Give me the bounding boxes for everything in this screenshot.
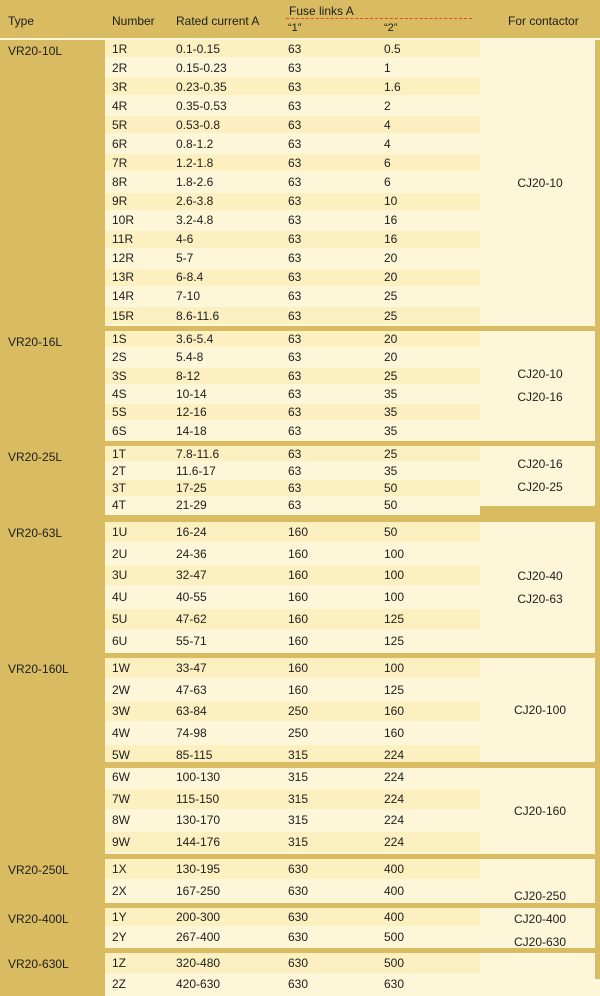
table-cell: 6S xyxy=(112,423,127,438)
table-cell: 1W xyxy=(112,660,130,675)
table-cell: 50 xyxy=(384,498,398,513)
table-cell: 160 xyxy=(288,612,309,627)
table-cell: 100 xyxy=(384,660,405,675)
table-cell: 6-8.4 xyxy=(176,270,204,285)
table-row xyxy=(105,307,480,324)
table-cell: 500 xyxy=(384,955,405,970)
table-cell: 130-170 xyxy=(176,813,221,828)
right-edge-bar xyxy=(595,658,600,762)
right-edge-bar xyxy=(595,446,600,515)
table-row xyxy=(105,212,480,229)
table-cell: 20 xyxy=(384,270,398,285)
table-cell: 2Y xyxy=(112,930,127,944)
table-row xyxy=(105,658,480,678)
table-cell: 55-71 xyxy=(176,633,207,648)
group-type-label: VR20-630L xyxy=(8,957,69,971)
table-cell: 6 xyxy=(384,175,391,190)
group-type-label: VR20-400L xyxy=(8,912,69,926)
table-cell: 160 xyxy=(288,546,309,561)
table-cell: 63 xyxy=(288,136,302,151)
contactor-cell xyxy=(480,800,600,823)
table-cell: 500 xyxy=(384,930,405,944)
table-cell: 6U xyxy=(112,633,128,648)
table-cell: 0.5 xyxy=(384,41,401,56)
table-cell: 2T xyxy=(112,463,127,478)
table-cell: 4 xyxy=(384,117,391,132)
row-separator xyxy=(0,441,600,446)
table-cell: 5W xyxy=(112,748,130,763)
table-cell: 8.6-11.6 xyxy=(176,308,220,323)
table-cell: 4T xyxy=(112,498,127,513)
table-cell: 100 xyxy=(384,568,405,583)
table-cell: 100 xyxy=(384,546,405,561)
table-cell: 63 xyxy=(288,463,302,478)
table-cell: 1S xyxy=(112,332,127,347)
right-edge-bar xyxy=(595,522,600,653)
table-cell: 5R xyxy=(112,117,128,132)
contactor-label: CJ20-400 xyxy=(513,911,567,926)
header-contactor: For contactor xyxy=(508,14,579,28)
group-type-label: VR20-250L xyxy=(8,863,69,877)
table-cell: 0.35-0.53 xyxy=(176,98,227,113)
table-cell: 630 xyxy=(288,910,309,924)
table-cell: 63 xyxy=(288,232,302,247)
contactor-cell xyxy=(480,565,600,611)
table-row xyxy=(105,349,480,365)
table-cell: 3U xyxy=(112,568,128,583)
table-cell: 12R xyxy=(112,251,135,266)
table-cell: 167-250 xyxy=(176,884,221,898)
table-cell: 160 xyxy=(288,524,309,539)
table-row xyxy=(105,250,480,267)
table-cell: 47-62 xyxy=(176,612,207,627)
table-cell: 400 xyxy=(384,862,405,876)
row-separator xyxy=(105,762,600,768)
table-row xyxy=(105,446,480,461)
table-cell: 63 xyxy=(288,350,302,365)
header-fuse-links: Fuse links A xyxy=(289,4,354,18)
table-cell: 25 xyxy=(384,289,398,304)
table-cell: 130-195 xyxy=(176,862,221,876)
row-separator xyxy=(0,326,600,331)
table-cell: 63 xyxy=(288,498,302,513)
table-cell: 63 xyxy=(288,98,302,113)
table-cell: 8R xyxy=(112,175,128,190)
type-column-cell xyxy=(0,40,105,326)
table-cell: 4 xyxy=(384,136,391,151)
table-cell: 6R xyxy=(112,136,128,151)
header-fuse-2: “2” xyxy=(384,22,398,34)
table-cell: 4-6 xyxy=(176,232,194,247)
table-cell: 63 xyxy=(288,251,302,266)
table-cell: 35 xyxy=(384,423,398,438)
table-cell: 11.6-17 xyxy=(176,463,216,478)
table-cell: 5.4-8 xyxy=(176,350,204,365)
table-row xyxy=(105,480,480,495)
table-row xyxy=(105,609,480,629)
table-cell: 160 xyxy=(384,704,405,719)
table-cell: 400 xyxy=(384,884,405,898)
table-cell: 63 xyxy=(288,480,302,495)
table-cell: 315 xyxy=(288,813,309,828)
table-cell: 7.8-11.6 xyxy=(176,446,220,461)
table-cell: 35 xyxy=(384,387,398,402)
table-cell: 63 xyxy=(288,155,302,170)
table-cell: 25 xyxy=(384,446,398,461)
contactor-label: CJ20-16 xyxy=(517,390,563,404)
table-cell: 160 xyxy=(288,660,309,675)
table-cell: 63 xyxy=(288,175,302,190)
contactor-label: CJ20-250 xyxy=(513,888,567,903)
group-type-label: VR20-25L xyxy=(8,450,63,464)
table-cell: 250 xyxy=(288,726,309,741)
table-row xyxy=(105,386,480,402)
table-cell: 0.53-0.8 xyxy=(176,117,221,132)
table-row xyxy=(105,463,480,478)
table-cell: 4W xyxy=(112,726,130,741)
table-cell: 63 xyxy=(288,387,302,402)
table-cell: 5U xyxy=(112,612,128,627)
table-cell: 63 xyxy=(288,289,302,304)
table-cell: 9W xyxy=(112,835,130,850)
table-cell: 7W xyxy=(112,791,130,806)
contactor-label: CJ20-63 xyxy=(517,591,563,606)
table-row xyxy=(105,832,480,852)
table-row xyxy=(105,423,480,439)
table-cell: 63 xyxy=(288,194,302,209)
table-row xyxy=(105,193,480,210)
table-cell: 3S xyxy=(112,368,127,383)
table-row xyxy=(105,288,480,305)
table-cell: 2 xyxy=(384,98,391,113)
table-row xyxy=(105,811,480,831)
contactor-label: CJ20-160 xyxy=(513,803,567,818)
contactor-cell xyxy=(480,363,600,409)
table-row xyxy=(105,587,480,607)
table-cell: 3.6-5.4 xyxy=(176,332,214,347)
table-cell: 32-47 xyxy=(176,568,207,583)
table-cell: 63 xyxy=(288,41,302,56)
table-cell: 14-18 xyxy=(176,423,207,438)
table-row xyxy=(105,631,480,651)
table-cell: 0.23-0.35 xyxy=(176,79,227,94)
table-cell: 0.8-1.2 xyxy=(176,136,214,151)
fuse-divider xyxy=(286,18,472,19)
contactor-label: CJ20-630 xyxy=(513,934,567,949)
table-cell: 160 xyxy=(288,590,309,605)
table-row xyxy=(105,566,480,586)
table-cell: 3R xyxy=(112,79,128,94)
table-row xyxy=(105,331,480,347)
table-cell: 50 xyxy=(384,524,398,539)
type-column-cell xyxy=(0,522,105,653)
table-row xyxy=(105,173,480,190)
table-cell: 630 xyxy=(288,884,309,898)
table-row xyxy=(105,908,480,926)
table-cell: 1.2-1.8 xyxy=(176,155,214,170)
table-cell: 315 xyxy=(288,769,309,784)
right-edge-bar xyxy=(595,768,600,854)
table-cell: 9R xyxy=(112,194,128,209)
table-cell: 17-25 xyxy=(176,480,207,495)
row-separator xyxy=(0,854,600,859)
contactor-cell xyxy=(480,885,600,954)
table-cell: 5S xyxy=(112,405,127,420)
table-cell: 315 xyxy=(288,835,309,850)
table-cell: 224 xyxy=(384,748,405,763)
table-cell: 125 xyxy=(384,633,405,648)
table-cell: 10R xyxy=(112,213,135,228)
table-cell: 224 xyxy=(384,813,405,828)
table-row xyxy=(105,702,480,722)
table-cell: 63 xyxy=(288,308,302,323)
table-cell: 2Z xyxy=(112,977,127,992)
table-row xyxy=(105,953,480,973)
table-row xyxy=(105,975,480,995)
table-cell: 224 xyxy=(384,835,405,850)
right-edge-bar xyxy=(595,331,600,441)
group-type-label: VR20-10L xyxy=(8,44,63,58)
table-cell: 5-7 xyxy=(176,251,194,266)
table-cell: 63 xyxy=(288,270,302,285)
row-separator xyxy=(0,515,600,522)
table-cell: 63 xyxy=(288,213,302,228)
table-cell: 1X xyxy=(112,862,127,876)
table-cell: 20 xyxy=(384,251,398,266)
table-cell: 15R xyxy=(112,308,135,323)
table-cell: 25 xyxy=(384,308,398,323)
header-number: Number xyxy=(112,14,155,28)
contactor-label: CJ20-100 xyxy=(513,702,567,717)
table-cell: 125 xyxy=(384,682,405,697)
table-cell: 1R xyxy=(112,41,128,56)
table-cell: 115-150 xyxy=(176,791,220,806)
table-cell: 14R xyxy=(112,289,135,304)
table-row xyxy=(105,78,480,95)
table-cell: 63 xyxy=(288,60,302,75)
table-cell: 63 xyxy=(288,423,302,438)
row-separator xyxy=(0,653,600,658)
table-cell: 8W xyxy=(112,813,130,828)
table-cell: 320-480 xyxy=(176,955,221,970)
table-row xyxy=(105,404,480,420)
table-cell: 4R xyxy=(112,98,128,113)
contactor-cell xyxy=(480,172,600,195)
table-cell: 160 xyxy=(384,726,405,741)
table-cell: 4S xyxy=(112,387,127,402)
table-cell: 2W xyxy=(112,682,130,697)
contactor-label: CJ20-16 xyxy=(517,457,563,471)
table-cell: 47-63 xyxy=(176,682,207,697)
table-cell: 63 xyxy=(288,368,302,383)
table-cell: 16 xyxy=(384,213,398,228)
table-cell: 35 xyxy=(384,405,398,420)
contactor-cell xyxy=(480,699,600,722)
table-cell: 63 xyxy=(288,332,302,347)
table-cell: 63 xyxy=(288,405,302,420)
table-cell: 2S xyxy=(112,350,127,365)
table-cell: 74-98 xyxy=(176,726,207,741)
table-cell: 250 xyxy=(288,704,309,719)
table-cell: 3.2-4.8 xyxy=(176,213,214,228)
table-cell: 16 xyxy=(384,232,398,247)
table-cell: 12-16 xyxy=(176,405,207,420)
table-row xyxy=(105,59,480,76)
type-column-cell xyxy=(0,658,105,854)
table-cell: 125 xyxy=(384,612,405,627)
contactor-label: CJ20-25 xyxy=(517,480,563,494)
table-cell: 160 xyxy=(288,568,309,583)
table-cell: 35 xyxy=(384,463,398,478)
table-cell: 630 xyxy=(288,930,309,944)
table-row xyxy=(105,116,480,133)
right-edge-bar xyxy=(595,859,600,948)
table-cell: 1T xyxy=(112,446,127,461)
header-type: Type xyxy=(8,14,35,28)
table-cell: 200-300 xyxy=(176,910,221,924)
table-row xyxy=(105,789,480,809)
table-cell: 315 xyxy=(288,791,309,806)
table-cell: 0.15-0.23 xyxy=(176,60,227,75)
contactor-cell xyxy=(480,453,600,499)
table-row xyxy=(105,368,480,384)
table-cell: 100-130 xyxy=(176,769,221,784)
table-row xyxy=(105,135,480,152)
table-cell: 40-55 xyxy=(176,590,207,605)
table-cell: 10 xyxy=(384,194,398,209)
row-separator xyxy=(480,506,600,515)
table-row xyxy=(105,767,480,787)
table-row xyxy=(105,40,480,57)
table-cell: 160 xyxy=(288,682,309,697)
table-cell: 630 xyxy=(288,977,309,992)
table-row xyxy=(105,680,480,700)
table-cell: 3W xyxy=(112,704,130,719)
table-cell: 4U xyxy=(112,590,128,605)
table-cell: 2R xyxy=(112,60,128,75)
contactor-label: CJ20-40 xyxy=(517,568,563,583)
table-row xyxy=(105,723,480,743)
table-row xyxy=(105,859,480,879)
table-cell: 144-176 xyxy=(176,835,221,850)
group-type-label: VR20-16L xyxy=(8,335,63,349)
table-row xyxy=(105,544,480,564)
table-cell: 16-24 xyxy=(176,524,207,539)
table-cell: 224 xyxy=(384,769,405,784)
table-row xyxy=(105,522,480,542)
table-row xyxy=(105,928,480,946)
table-cell: 160 xyxy=(288,633,309,648)
table-cell: 10-14 xyxy=(176,387,207,402)
header-rated-current: Rated current A xyxy=(176,14,260,28)
table-cell: 0.1-0.15 xyxy=(176,41,221,56)
table-cell: 1.6 xyxy=(384,79,401,94)
table-cell: 224 xyxy=(384,791,405,806)
table-cell: 6 xyxy=(384,155,391,170)
table-cell: 420-630 xyxy=(176,977,221,992)
table-row xyxy=(105,269,480,286)
group-type-label: VR20-160L xyxy=(8,662,69,676)
group-type-label: VR20-63L xyxy=(8,526,63,540)
table-cell: 63 xyxy=(288,117,302,132)
table-row xyxy=(105,97,480,114)
right-edge-bar xyxy=(595,40,600,326)
table-cell: 20 xyxy=(384,332,398,347)
table-cell: 63-84 xyxy=(176,704,207,719)
table-row xyxy=(105,498,480,513)
table-cell: 400 xyxy=(384,910,405,924)
contactor-label: CJ20-10 xyxy=(517,367,563,381)
table-cell: 13R xyxy=(112,270,135,285)
table-cell: 7R xyxy=(112,155,128,170)
table-cell: 315 xyxy=(288,748,309,763)
table-cell: 33-47 xyxy=(176,660,207,675)
table-cell: 267-400 xyxy=(176,930,221,944)
table-cell: 1Y xyxy=(112,910,127,924)
table-cell: 1 xyxy=(384,60,391,75)
table-cell: 100 xyxy=(384,590,405,605)
table-cell: 2.6-3.8 xyxy=(176,194,214,209)
table-cell: 630 xyxy=(384,977,405,992)
table-cell: 630 xyxy=(288,862,309,876)
header-fuse-1: “1” xyxy=(288,22,302,34)
row-separator xyxy=(480,979,600,996)
table-cell: 6W xyxy=(112,769,130,784)
contactor-label: CJ20-10 xyxy=(517,175,563,190)
table-cell: 3T xyxy=(112,480,127,495)
table-row xyxy=(105,154,480,171)
table-cell: 50 xyxy=(384,480,398,495)
table-cell: 1Z xyxy=(112,955,127,970)
table-cell: 1.8-2.6 xyxy=(176,175,214,190)
table-cell: 21-29 xyxy=(176,498,207,513)
table-cell: 11R xyxy=(112,232,134,247)
table-cell: 630 xyxy=(288,955,309,970)
table-cell: 25 xyxy=(384,368,398,383)
table-row xyxy=(105,231,480,248)
table-row xyxy=(105,881,480,901)
table-cell: 63 xyxy=(288,79,302,94)
table-cell: 1U xyxy=(112,524,128,539)
table-cell: 8-12 xyxy=(176,368,201,383)
table-header xyxy=(0,0,600,38)
table-cell: 7-10 xyxy=(176,289,201,304)
table-cell: 20 xyxy=(384,350,398,365)
table-cell: 24-36 xyxy=(176,546,207,561)
table-cell: 2U xyxy=(112,546,128,561)
table-cell: 63 xyxy=(288,446,302,461)
table-cell: 85-115 xyxy=(176,748,213,763)
table-cell: 2X xyxy=(112,884,127,898)
